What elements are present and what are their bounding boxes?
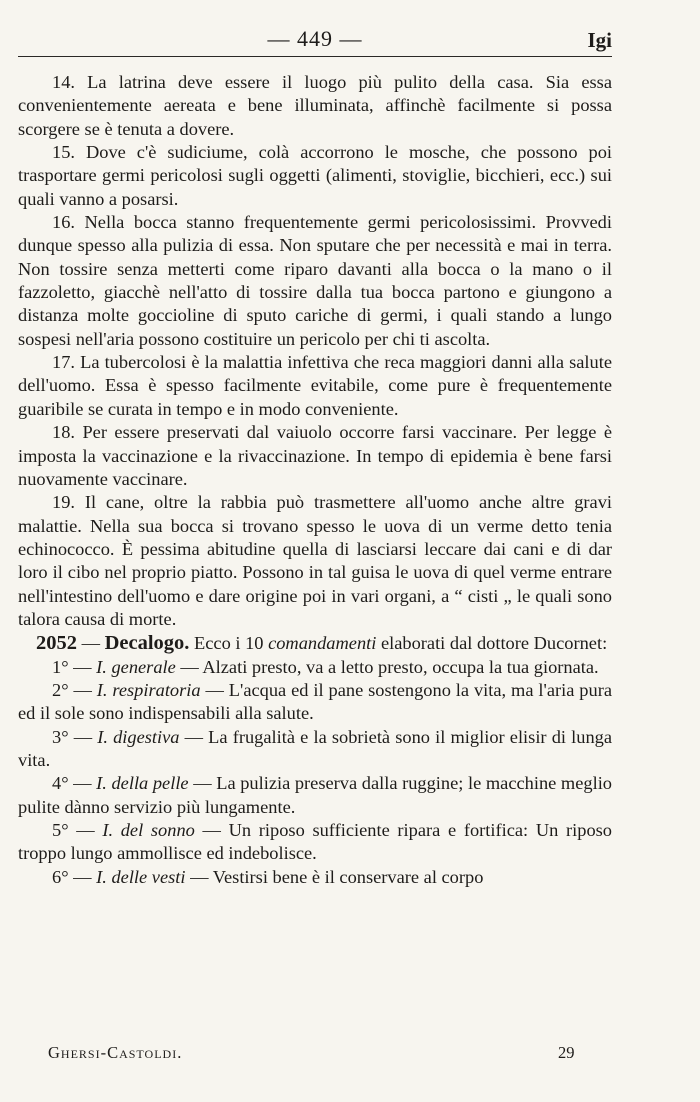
commandment-number: 4° — [52,773,97,794]
signature-mark: 29 [558,1043,575,1062]
commandment-number: 2° — [52,679,97,700]
paragraph-15: 15. Dove c'è sudiciume, colà accorrono le mosche, che possono poi trasportare germi pericolosi sugli oggetti (alimenti, stoviglie, bicchieri, ecc.) sui quali vanno a posarsi. [18,142,612,209]
commandment-1 [18,656,612,679]
commandment-6 [18,866,612,889]
page-footer [18,1043,612,1067]
paragraph-14: 14. La latrina deve essere il luogo più pulito della casa. Sia essa convenientemente aereata e bene illuminata, affinchè facilmente si possa scorgere se è tenuta a dovere. [18,72,612,139]
commandment-3 [18,726,612,773]
commandment-text: — La pulizia preserva dalla ruggine; le macchine meglio pulite dànno servizio più lungamente. [18,773,613,817]
commandment-title: I. delle vesti [96,866,186,887]
book-page [18,26,613,1062]
commandment-text: — L'acqua ed il pane sostengono la vita, ma l'aria pura ed il sole sono indispensabili alla salute. [18,679,612,724]
commandment-title: I. generale [96,656,176,677]
printer-signature: Ghersi-Castoldi. [48,1043,183,1062]
commandment-number: 1° — [52,656,97,677]
section-intro-emphasis: comandamenti [268,633,377,654]
page-header [18,26,612,57]
commandment-number: 6° — [52,866,97,887]
commandment-title: I. digestiva [97,726,180,747]
section-intro-before: Ecco i 10 [189,633,269,654]
commandment-title: I. della pelle [96,773,189,794]
commandment-title: I. respiratoria [96,679,201,700]
running-head: Igi [587,28,612,52]
commandment-5 [18,819,612,866]
section-title: Decalogo. [104,632,190,655]
commandment-number: 3° — [52,726,98,747]
page-number: — 449 — [267,26,363,51]
commandment-text: — La frugalità e la sobrietà sono il miglior elisir di lunga vita. [18,726,612,770]
page-body [18,71,612,889]
section-number: 2052 [36,632,77,655]
paragraph-18: 18. Per essere preservati dal vaiuolo occorre farsi vaccinare. Per legge è imposta la vaccinazione e la rivaccinazione. In tempo di epidemia è bene farsi nuovamente vaccinare. [18,422,612,489]
section-dash: — [77,633,105,654]
commandment-text: — Un riposo sufficiente ripara e fortifica: Un riposo troppo lungo ammollisce ed indebolisce. [18,820,613,864]
commandment-2 [18,679,612,726]
paragraph-19: 19. Il cane, oltre la rabbia può trasmettere all'uomo anche altre gravi malattie. Nella sua bocca si trovano spesso le uova di un verme detto tenia echinococco. È pessima abitudine quella di lasciarsi leccare dai cani e di dar loro il cibo nel proprio piatto. Possono in tal guisa le uova di quel verme entrare nell'intestino dell'uomo e dare origine poi in vari organi, a “ cisti „ le quali sono talora causa di morte. [18,492,612,629]
paragraph-17: 17. La tubercolosi è la malattia infettiva che reca maggiori danni alla salute dell'uomo. Essa è spesso facilmente evitabile, come pure è frequentemente guaribile se curata in tempo e in modo conveniente. [18,352,612,419]
commandment-text: — Alzati presto, va a letto presto, occupa la tua giornata. [175,656,599,677]
paragraph-16: 16. Nella bocca stanno frequentemente germi pericolosissimi. Provvedi dunque spesso alla pulizia di essa. Non sputare che per necessità e mai in terra. Non tossire senza metterti come riparo davanti alla bocca o la mano o il fazzoletto, giacchè nell'atto di tossire dalla tua bocca partono e giungono a distanza molte goccioline di sputo cariche di germi, i quali stando a lungo sospesi nell'aria possono costituire un pericolo per chi ti ascolta. [18,212,612,349]
section-intro-after: elaborati dal dottore Ducornet: [376,633,608,654]
commandment-4 [18,772,612,819]
commandment-number: 5° — [52,820,103,840]
section-heading [18,632,612,655]
commandment-text: — Vestirsi bene è il conservare al corpo [185,866,484,887]
commandment-title: I. del sonno [102,820,195,840]
